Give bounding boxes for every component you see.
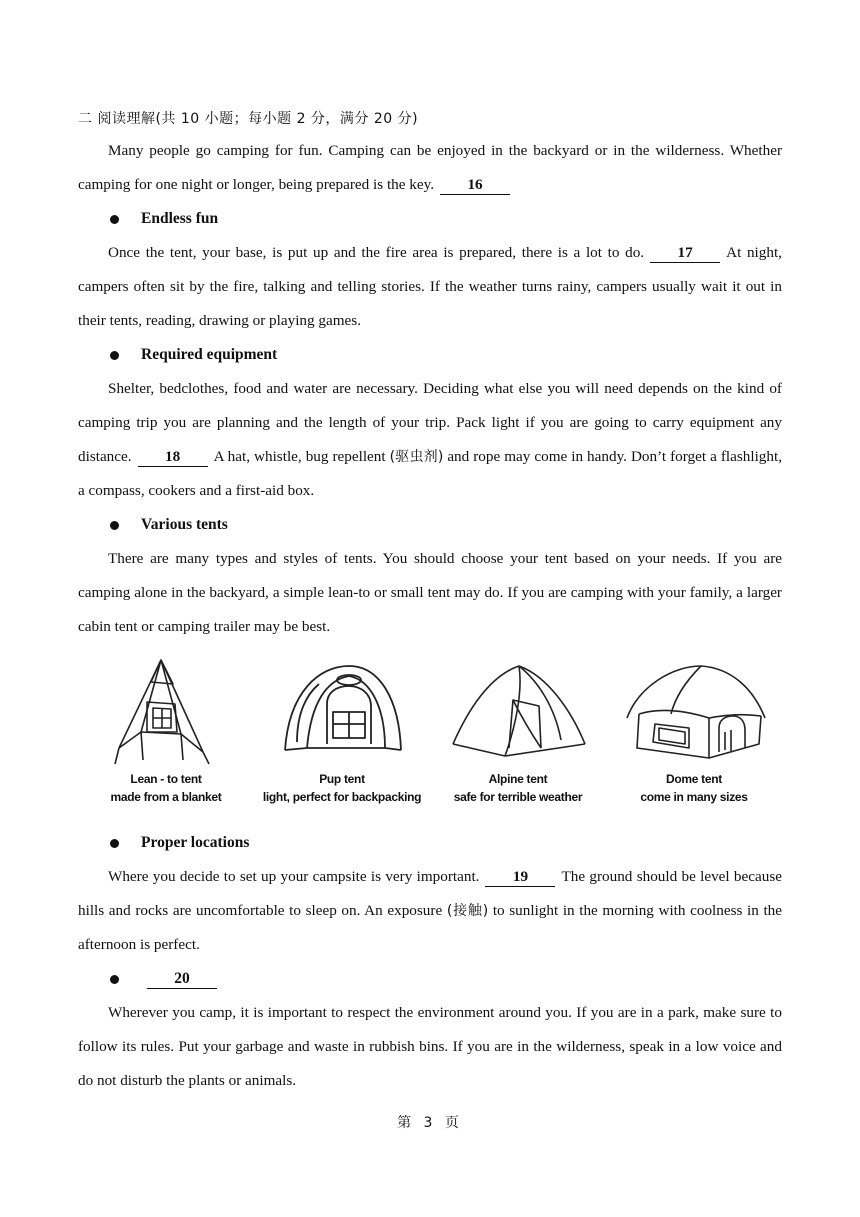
tent-description: come in many sizes <box>640 790 748 804</box>
heading-endless-fun: Endless fun <box>78 202 782 236</box>
paragraph-endless-fun: Once the tent, your base, is put up and the fire area is prepared, there is a lot to do. 17 At night, campers often sit by the fire, talking and telling stories. If the weather turns rainy, campers usually wait it out in their tents, reading, drawing or playing games. <box>78 244 782 329</box>
bullet-icon <box>110 839 119 848</box>
bullet-icon <box>110 975 119 984</box>
blank-19: 19 <box>485 868 555 887</box>
blank-17: 17 <box>650 244 720 263</box>
document-page <box>78 104 782 1098</box>
tent-alpine <box>430 652 606 822</box>
blank-20: 20 <box>147 970 217 989</box>
blank-18: 18 <box>138 448 208 467</box>
paragraph-required-equipment: Shelter, bedclothes, food and water are necessary. Deciding what else you will need depends on the kind of camping trip you are planning and the length of your trip. Pack light if you are going to carry equipment any distance. 18 A hat, whistle, bug repellent (驱虫剂) and rope may come in handy. Don’t forget a flashlight, a compass, cookers and a first-aid box. <box>78 380 782 499</box>
heading-various-tents: Various tents <box>78 508 782 542</box>
alpine-tent-icon <box>443 652 593 770</box>
paragraph-various-tents: There are many types and styles of tents. You should choose your tent based on your needs. If you are camping alone in the backyard, a simple lean-to or small tent may do. If you are camping with your family, a larger cabin tent or camping trailer may be best. <box>78 550 782 635</box>
section-title: 二 阅读理解(共 10 小题；每小题 2 分，满分 20 分) <box>78 111 419 127</box>
tent-name: Dome tent <box>666 772 722 786</box>
pup-tent-icon <box>267 652 417 770</box>
page-number: 第 3 页 <box>397 1115 463 1131</box>
dome-tent-icon <box>619 652 769 770</box>
heading-proper-locations: Proper locations <box>78 826 782 860</box>
heading-blank-20 <box>78 962 782 996</box>
tent-name: Pup tent <box>319 772 365 786</box>
tent-dome <box>606 652 782 822</box>
tent-description: safe for terrible weather <box>453 790 583 804</box>
paragraph-respect-environment: Wherever you camp, it is important to respect the environment around you. If you are in a park, make sure to follow its rules. Put your garbage and waste in rubbish bins. If you are in the wilderness, speak in a low voice and do not disturb the plants or animals. <box>78 1004 782 1089</box>
bullet-icon <box>110 521 119 530</box>
bullet-icon <box>110 215 119 224</box>
tent-description: light, perfect for backpacking <box>262 790 422 804</box>
intro-paragraph: Many people go camping for fun. Camping can be enjoyed in the backyard or in the wilderness. Whether camping for one night or longer, being prepared is the key. 16 <box>78 142 782 193</box>
paragraph-proper-locations: Where you decide to set up your campsite is very important. 19 The ground should be level because hills and rocks are uncomfortable to sleep on. An exposure (接触) to sunlight in the morning with coolness in the afternoon is perfect. <box>78 868 783 953</box>
lean-to-tent-icon <box>91 652 241 770</box>
tent-description: made from a blanket <box>110 790 222 804</box>
heading-required-equipment: Required equipment <box>78 338 782 372</box>
blank-16: 16 <box>440 176 510 195</box>
bullet-icon <box>110 351 119 360</box>
tent-name: Alpine tent <box>488 772 548 786</box>
tent-pup <box>254 652 430 822</box>
tent-name: Lean - to tent <box>130 772 202 786</box>
tent-lean-to <box>78 652 254 822</box>
tent-illustrations <box>78 652 782 822</box>
